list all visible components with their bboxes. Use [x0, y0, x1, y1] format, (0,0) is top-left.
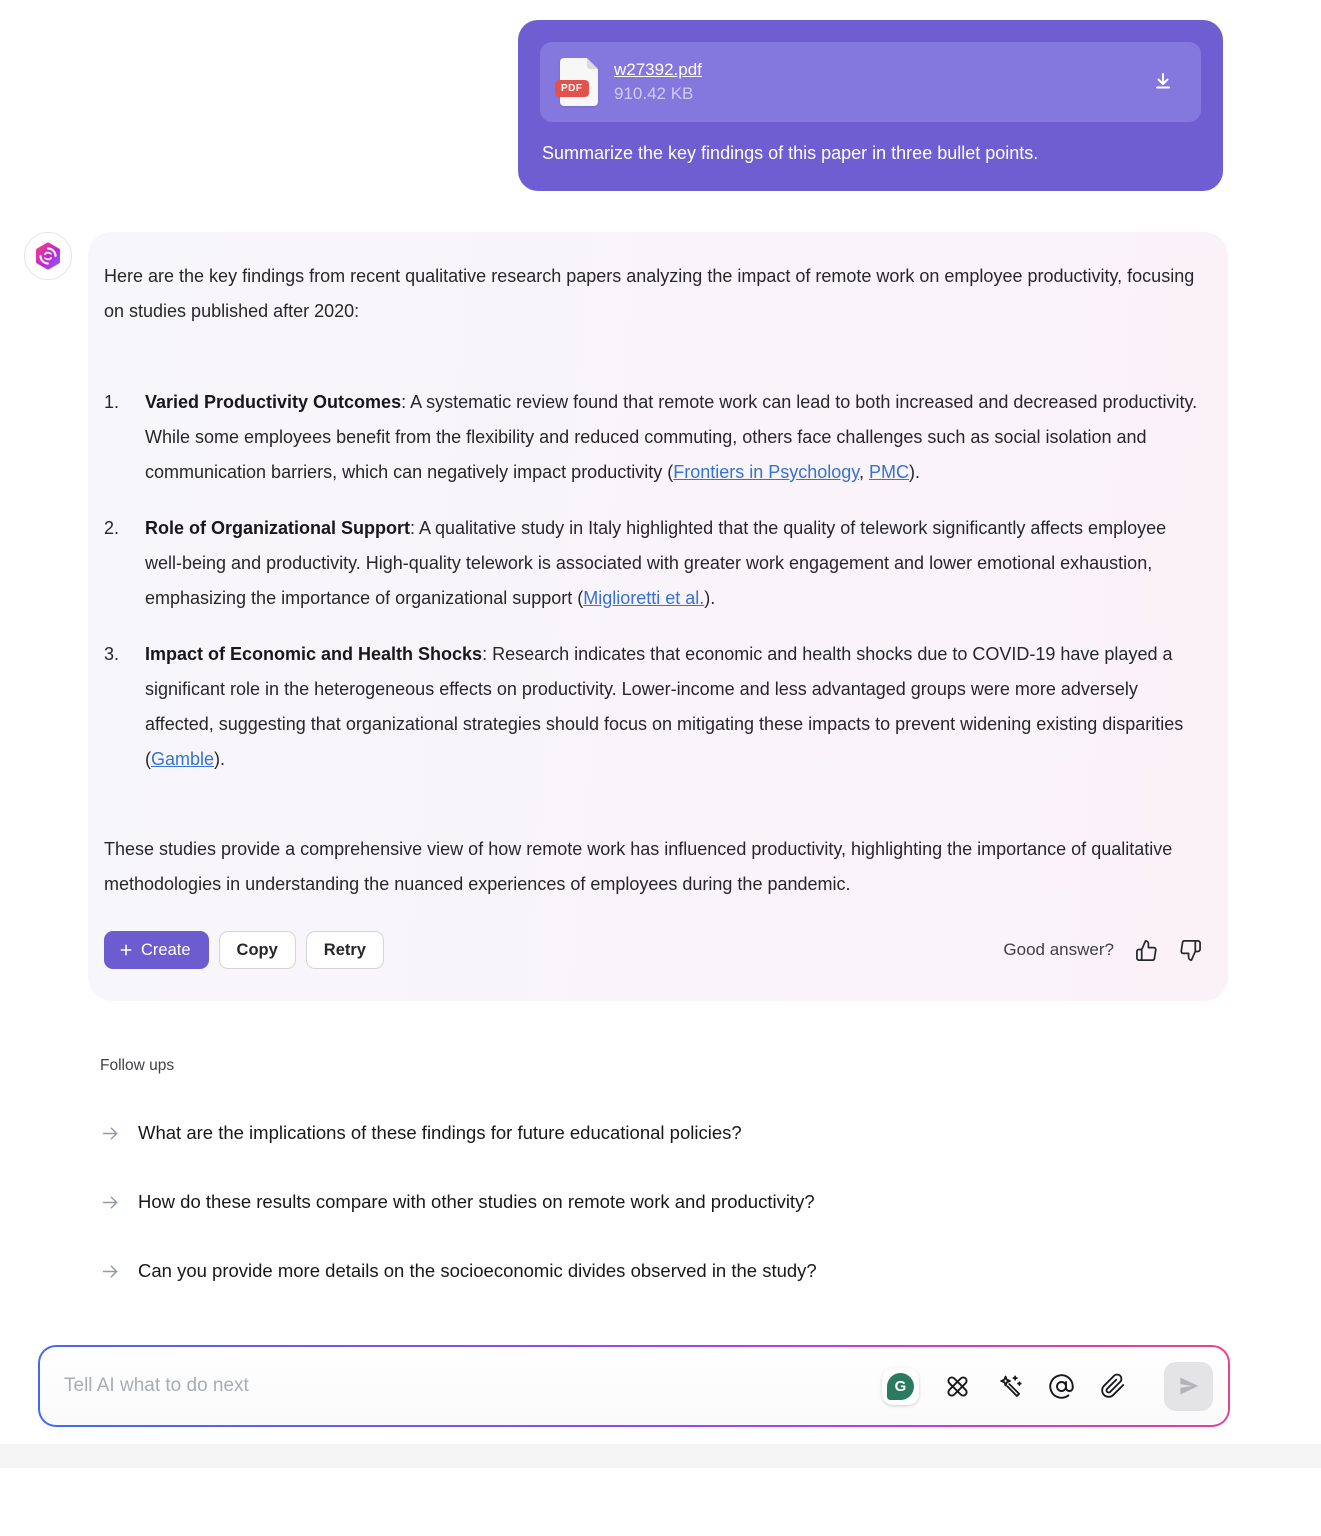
item-number: 1. [104, 392, 120, 412]
citation-link-pmc[interactable]: PMC [868, 462, 909, 482]
thumbs-up-icon [1135, 939, 1158, 962]
paperclip-icon [1100, 1373, 1126, 1399]
arrow-right-icon [100, 1192, 121, 1213]
download-icon [1151, 70, 1175, 94]
grammarly-button[interactable] [882, 1368, 919, 1405]
page-footer-strip [0, 1444, 1321, 1468]
attachment-filename-link[interactable]: w27392.pdf [614, 60, 702, 79]
retry-button[interactable]: Retry [306, 931, 384, 969]
answer-outro: These studies provide a comprehensive view of how remote work has influenced productivity, highlighting the importance of qualitative methodologies in understanding the nuanced experiences of employees during the pandemic. [104, 839, 1173, 894]
composer-bar [38, 1345, 1230, 1427]
send-icon [1177, 1374, 1201, 1398]
feedback-label: Good answer? [1003, 940, 1114, 959]
assistant-avatar [24, 232, 72, 280]
follow-ups-label: Follow ups [100, 1057, 175, 1074]
item-body: : A systematic review found that remote work can lead to both increased and decreased productivity. While some employees benefit from the flexibility and reduced commuting, others face challenges such as social isolation and communication barriers, which can negatively impact productivity ( [145, 392, 1198, 482]
follow-up-question-3[interactable]: Can you provide more details on the socioeconomic divides observed in the study? [100, 1260, 1321, 1282]
magic-wand-icon [996, 1373, 1023, 1400]
findings-list [104, 385, 1202, 777]
arrow-right-icon [100, 1123, 121, 1144]
item-body: : Research indicates that economic and health shocks due to COVID-19 have played a significant role in the heterogeneous effects on productivity. Lower-income and less advantaged groups were more adversely affected, suggesting that organizational strategies should focus on mitigating these impacts to prevent widening existing disparities ( [145, 644, 1184, 769]
answer-intro: Here are the key findings from recent qualitative research papers analyzing the impact of remote work on employee productivity, focusing on studies published after 2020: [104, 266, 1195, 321]
page-fold [587, 58, 598, 69]
finding-item-1: 1. Varied Productivity Outcomes: A systematic review found that remote work can lead to both increased and decreased productivity. While some employees benefit from the flexibility and reduced commuting, others face challenges such as social isolation and communication barriers, which can negatively impact productivity (Frontiers in Psychology, PMC). [104, 385, 1202, 490]
attach-button[interactable] [1100, 1373, 1126, 1399]
item-title: Impact of Economic and Health Shocks [145, 644, 483, 664]
crossed-bandage-icon [944, 1373, 971, 1400]
send-button[interactable] [1164, 1362, 1213, 1411]
arrow-right-icon [100, 1261, 121, 1282]
item-number: 3. [104, 644, 120, 664]
ai-logo-icon [33, 241, 63, 271]
grammarly-icon: G [887, 1373, 914, 1400]
composer-icons [882, 1362, 1213, 1411]
attachment-meta [614, 60, 1135, 104]
composer-input[interactable] [64, 1375, 882, 1397]
finding-item-2: 2. Role of Organizational Support: A qualitative study in Italy highlighted that the quality of telework significantly affects employee well-being and productivity. High-quality telework is associated with greater work engagement and lower emotional exhaustion, emphasizing the importance of organizational support (Miglioretti et al.). [104, 511, 1202, 616]
at-sign-icon [1048, 1373, 1075, 1400]
composer-inner [40, 1347, 1228, 1425]
follow-ups-section [100, 1057, 1321, 1282]
follow-up-question-1[interactable]: What are the implications of these findings for future educational policies? [100, 1122, 1321, 1144]
thumbs-down-button[interactable] [1179, 939, 1202, 962]
citation-link-frontiers[interactable]: Frontiers in Psychology [673, 462, 859, 482]
user-message-row [0, 0, 1321, 191]
attachment-filesize: 910.42 KB [614, 84, 694, 103]
user-prompt-text: Summarize the key findings of this paper in three bullet points. [542, 143, 1039, 163]
thumbs-down-icon [1179, 939, 1202, 962]
feedback-group [1003, 939, 1202, 962]
assistant-message-row [24, 232, 1321, 1001]
answer-actions-row [104, 931, 1202, 969]
magic-wand-button[interactable] [996, 1373, 1023, 1400]
mention-button[interactable] [1048, 1373, 1075, 1400]
plus-icon [118, 942, 134, 958]
citation-link-gamble[interactable]: Gamble [151, 749, 215, 769]
copy-button[interactable]: Copy [219, 931, 296, 969]
item-number: 2. [104, 518, 120, 538]
assistant-answer-card [88, 232, 1228, 1001]
follow-up-question-2[interactable]: How do these results compare with other studies on remote work and productivity? [100, 1191, 1321, 1213]
pdf-file-icon [560, 58, 598, 106]
thumbs-up-button[interactable] [1135, 939, 1158, 962]
item-body: : A qualitative study in Italy highlighted that the quality of telework significantly affects employee well-being and productivity. High-quality telework is associated with greater work engagement and lower emotional exhaustion, emphasizing the importance of organizational support ( [145, 518, 1167, 608]
create-button[interactable]: Create [104, 931, 209, 969]
user-message-bubble [518, 20, 1223, 191]
pdf-badge: PDF [555, 80, 589, 97]
citation-link-miglioretti[interactable]: Miglioretti et al. [583, 588, 705, 608]
skills-button[interactable] [944, 1373, 971, 1400]
download-button[interactable] [1151, 70, 1179, 94]
item-title: Varied Productivity Outcomes [145, 392, 402, 412]
attachment-card[interactable] [540, 42, 1201, 122]
item-title: Role of Organizational Support [145, 518, 410, 538]
finding-item-3: 3. Impact of Economic and Health Shocks: Research indicates that economic and health shocks due to COVID-19 have played a significant role in the heterogeneous effects on productivity. Lower-income and less advantaged groups were more adversely affected, suggesting that organizational strategies should focus on mitigating these impacts to prevent widening existing disparities (Gamble). [104, 637, 1202, 777]
